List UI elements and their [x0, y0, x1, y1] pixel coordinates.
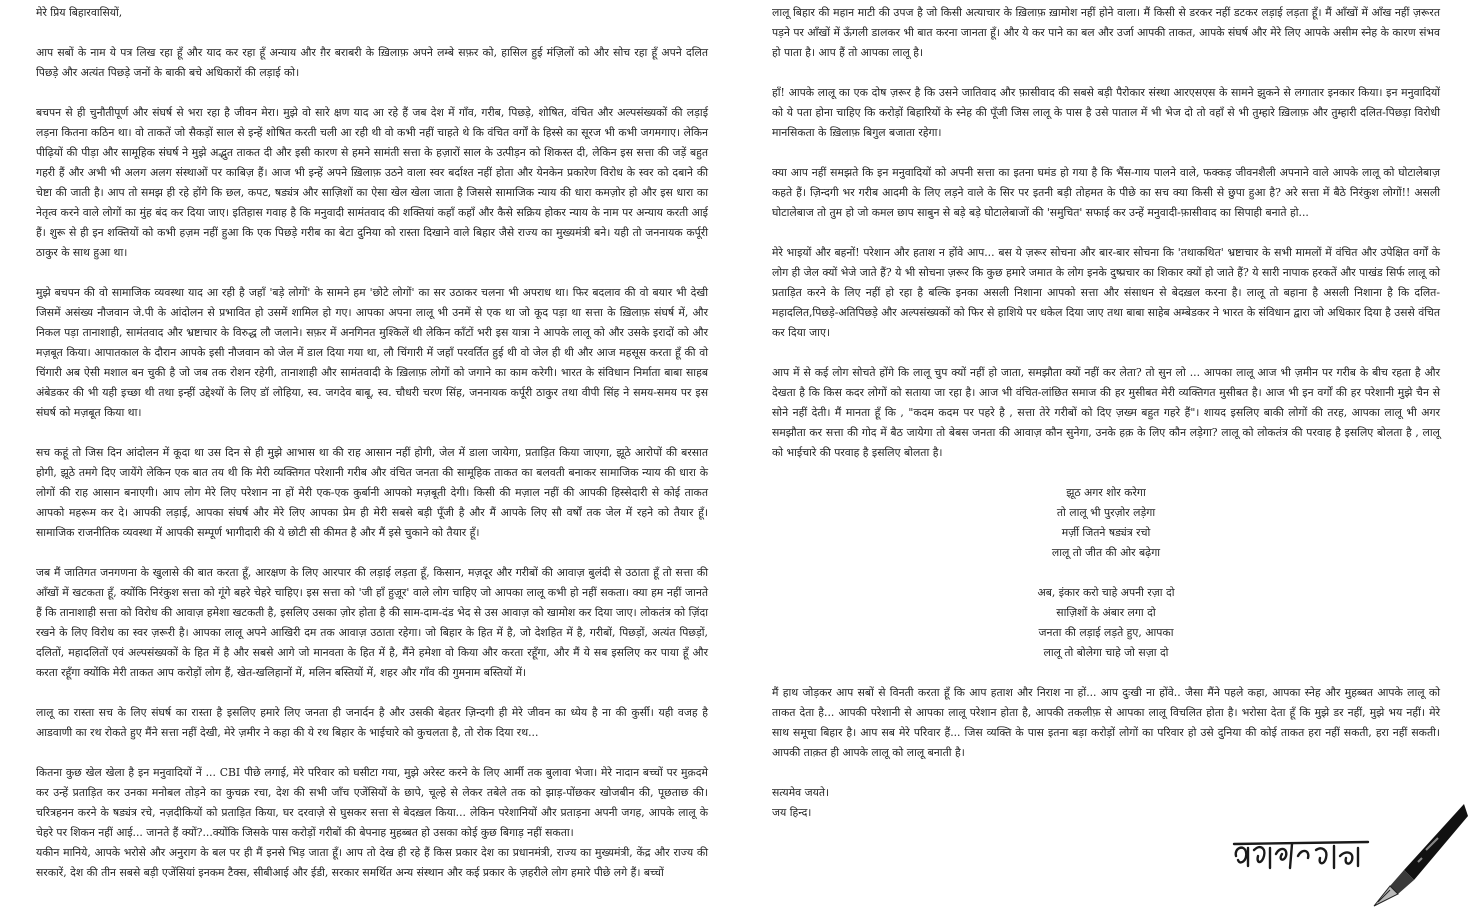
poem-line: झूठ अगर शोर करेगा	[1066, 486, 1146, 499]
paragraph: सच कहूं तो जिस दिन आंदोलन में कूदा था उस दिन से ही मुझे आभास था की राह आसान नहीं होगी, जेल में डाला जायेगा, प्रताड़ित किया जाएगा, झूठे आरोपों की बरसात होगी, झूठे तमगे दिए जायेंगे लेकिन एक बात तय थी कि मेरी व्यक्तिगत परेशानी गरीब और वंचित जनता की सामूहिक ताकत का बलवती बनाकर सामाजिक न्याय की धारा के लोगों की राह आसान बनाएगी। आप लोग मेरे लिए परेशान ना हों मेरी एक-एक कुर्बानी आपको मज़बूती देगी। किसी की मज़ाल नहीं की आपकी हिस्सेदारी से कोई ताकत आपको महरूम कर दे। आपकी लड़ाई, आपका संघर्ष और मेरे लिए आपका प्रेम ही मेरी सबसे बड़ी पूँजी है और मैं आपके लिए सौ वर्षों तक जेल में रहने को तैयार हूँ। सामाजिक राजनीतिक व्यवस्था में आपकी सम्पूर्ण भागीदारी की ये छोटी सी कीमत है और मैं इसे चुकाने को तैयार हूँ।	[36, 446, 708, 539]
poem-stanza-1	[772, 483, 1440, 563]
poem-line: लालू तो जीत की ओर बढ़ेगा	[1051, 546, 1161, 559]
paragraph: आप में से कई लोग सोचते होंगे कि लालू चुप क्यों नहीं हो जाता, समझौता क्यों नहीं कर लेता? तो सुन लो ... आपका लालू आज भी ज़मीन पर गरीब के बीच रहता है और देखता है कि किस कदर लोगों को सताया जा रहा है। आज भी वंचित-लांछित समाज की हर मुसीबत मेरी व्यक्तिगत मुसीबत है। आज भी इन वर्गों की हर परेशानी मुझे चैन से सोने नहीं देती। मैं मानता हूँ कि , "कदम कदम पर पहरे है , सत्ता तेरे गरीबों को दिए ज़ख्म बहुत गहरे हैं"। शायद इसलिए बाकी लोगों की तरह, आपका लालू भी अगर समझौता कर सत्ता की गोद में बैठ जायेगा तो बेबस जनता की आवाज़ कौन सुनेगा, उनके हक़ के लिए कौन लड़ेगा? लालू को लोकतंत्र की परवाह है इसलिए बोलता है , लालू को भाईचारे की परवाह है इसलिए बोलता है।	[772, 366, 1440, 459]
salutation: मेरे प्रिय बिहारवासियों,	[36, 6, 123, 19]
paragraph: बचपन से ही चुनौतीपूर्ण और संघर्ष से भरा रहा है जीवन मेरा। मुझे वो सारे क्षण याद आ रहे हैं जब देश में गाँव, गरीब, पिछड़े, शोषित, वंचित और अल्पसंख्यकों की लड़ाई लड़ना कितना कठिन था। वो ताकतें जो सैकड़ों साल से इन्हें शोषित करती चली आ रही थी वो कभी नहीं चाहते थे कि वंचित वर्गों के हिस्से का सूरज भी कभी जगमगाए। लेकिन पीढ़ियों की पीड़ा और सामूहिक संघर्ष ने मुझे अद्भुत ताकत दी और इसी कारण से हमने सामंती सत्ता के हज़ारों साल के उत्पीड़न को शिकस्त दी, लेकिन इस सत्ता की जड़ें बहुत गहरी हैं और अभी भी अलग अलग संस्थाओं पर काबिज़ हैं। आज भी इन्हें अपने ख़िलाफ़ उठने वाला स्वर बर्दाश्त नहीं होता और येनकेन प्रकारेण विरोध के स्वर को दबाने की चेष्टा की जाती है। आप तो समझ ही रहे होंगे कि छल, कपट, षड्यंत्र और साज़िशों का ऐसा खेल खेला जाता है जिससे सामाजिक न्याय की धारा कमज़ोर हो और इस धारा का नेतृत्व करने वाले लोगों का मुंह बंद कर दिया जाए। इतिहास गवाह है कि मनुवादी सामंतवाद की शक्तियां कहाँ कहाँ और कैसे सक्रिय होकर न्याय के नाम पर अन्याय करती आई हैं। शुरू से ही इन शक्तियों को कभी हज़म नहीं हुआ कि एक पिछड़े गरीब का बेटा दुनिया को रास्ता दिखाने वाले बिहार जैसे राज्य का मुख्यमंत्री बने। यही तो जननायक कर्पूरी ठाकुर के साथ हुआ था।	[36, 106, 708, 259]
paragraph: मुझे बचपन की वो सामाजिक व्यवस्था याद आ रही है जहाँ 'बड़े लोगों' के सामने हम 'छोटे लोगों' का सर उठाकर चलना भी अपराध था। फिर बदलाव की वो बयार भी देखी जिसमें असंख्य नौजवान जे.पी के आंदोलन से प्रभावित हो उसमें शामिल हो गए। आपका अपना लालू भी उनमें से एक था जो कूद पड़ा था सत्ता के ख़िलाफ़ संघर्ष में, और निकल पड़ा तानाशाही, सामंतवाद और भ्रष्टाचार के विरुद्ध लौ जलाने। सफ़र में अनगिनत मुश्किलें थी लेकिन काँटों भरी इस यात्रा ने आपके लालू को और उसके इरादों को और मज़बूत किया। आपातकाल के दौरान आपके इसी नौजवान को जेल में डाल दिया गया था, लौ चिंगारी में जहाँ परवर्तित हुई थी वो जेल ही थी और आज महसूस करता हूँ की वो चिंगारी अब ऐसी मशाल बन चुकी है जो जब तक रोशन रहेगी, तानाशाही और सामंतवादी के ख़िलाफ़ लोगों को जगाने का काम करेगी। भारत के संविधान निर्माता बाबा साहब अंबेडकर की भी यही इच्छा थी तथा इन्हीं उद्देश्यों के लिए डॉ लोहिया, स्व. जगदेव बाबू, स्व. चौधरी चरण सिंह, जननायक कर्पूरी ठाकुर तथा वीपी सिंह ने समय-समय पर इस संघर्ष को मज़बूत किया था।	[36, 286, 708, 419]
poem-line: अब, इंकार करो चाहे अपनी रज़ा दो	[1037, 586, 1175, 599]
poem-line: जनता की लड़ाई लड़ते हुए, आपका	[1038, 626, 1174, 639]
paragraph: जब मैं जातिगत जनगणना के खुलासे की बात करता हूँ, आरक्षण के लिए आरपार की लड़ाई लड़ता हूँ, किसान, मज़दूर और गरीबों की आवाज़ बुलंदी से उठाता हूँ तो सत्ता की आँखों में खटकता हूँ, क्योंकि निरंकुश सत्ता को गूंगे बहरे चेहरे चाहिए। इस सत्ता को 'जी हाँ हुज़ूर' वाले लोग चाहिए जो आपका लालू कभी हो नहीं सकता। क्या हम नहीं जानते हैं कि तानाशाही सत्ता को विरोध की आवाज़ हमेशा खटकती है, इसलिए उसका ज़ोर होता है की साम-दाम-दंड भेद से उस आवाज़ को खामोश कर दिया जाए। लोकतंत्र को ज़िंदा रखने के लिए विरोध का स्वर ज़रूरी है। आपका लालू अपने आखिरी दम तक आवाज़ उठाता रहेगा। जो बिहार के हित में है, जो देशहित में है, गरीबों, पिछड़ों, अत्यंत पिछड़ों, दलितों, महादलितों एवं अल्पसंख्यकों के हित में है और सबसे आगे जो मानवता के हित में है, मैंने हमेशा वो किया और करता रहूँगा, और मैं ये सब इसलिए कर पाया हूँ और करता रहूँगा क्योंकि मेरी ताकत आप करोड़ों लोग हैं, खेत-खलिहानों में, मलिन बस्तियों में, शहर और गाँव की गुमनाम बस्तियों में।	[36, 566, 708, 679]
paragraph: कितना कुछ खेल खेला है इन मनुवादियों नें ... CBI पीछे लगाई, मेरे परिवार को घसीटा गया, मुझे अरेस्ट करने के लिए आर्मी तक बुलावा भेजा। मेरे नादान बच्चों पर मुक़दमे कर उन्हें प्रताड़ित कर उनका मनोबल तोड़ने का कुचक्र रचा, देश की सभी जाँच एजेंसियों के छापे, चूल्हे से लेकर तबेले तक को झाड़-पोंछकर खोजबीन की, पूछताछ की। चरित्रहनन करने के षड्यंत्र रचे, नज़दीकियों को प्रताड़ित किया, घर दरवाज़े से घुसकर सत्ता से बेदख़ल किया... लेकिन परेशानियों और प्रताड़ना अपनी जगह, आपके लालू के चेहरे पर शिकन नहीं आई... जानते हैं क्यों?...क्योंकि जिसके पास करोड़ों गरीबों की बेपनाह मुहब्बत हो उसका कोई कुछ बिगाड़ नहीं सकता।	[36, 766, 708, 839]
signature-strokes	[1234, 842, 1368, 868]
paragraph: क्या आप नहीं समझते कि इन मनुवादियों को अपनी सत्ता का इतना घमंड हो गया है कि भैंस-गाय पालने वाले, फक्कड़ जीवनशैली अपनाने वाले आपके लालू को घोटालेबाज़ कहते हैं। ज़िन्दगी भर गरीब आदमी के लिए लड़ने वाले के सिर पर इतनी बड़ी तोहमत के पीछे का सच क्या किसी से छुपा हुआ है? अरे सत्ता में बैठे निरंकुश लोगों!! असली घोटालेबाज तो तुम हो जो कमल छाप साबुन से बड़े बड़े घोटालेबाजों की 'समुचित' सफाई कर उन्हें मनुवादी-फ़ासीवाद का सिपाही बनाते हो...	[772, 166, 1440, 219]
poem-line: लालू तो बोलेगा चाहे जो सज़ा दो	[1043, 646, 1169, 659]
letter-right-column	[772, 3, 1440, 823]
poem-line: मर्ज़ी जितने षड्यंत्र रचो	[1061, 526, 1151, 539]
handwritten-signature	[1230, 826, 1380, 886]
paragraph: मेरे भाइयों और बहनों! परेशान और हताश न होंवे आप... बस ये ज़रूर सोचना और बार-बार सोचना कि 'तथाकथित' भ्रष्टाचार के सभी मामलों में वंचित और उपेक्षित वर्गों के लोग ही जेल क्यों भेजे जाते हैं? ये भी सोचना ज़रूर कि कुछ हमारे जमात के लोग इनके दुष्प्रचार का शिकार क्यों हो जाते हैं? ये सारी नापाक हरकतें और पाखंड सिर्फ लालू को प्रताड़ित करने के लिए नहीं हो रहा है बल्कि इनका असली निशाना आपको सत्ता और संसाधन से बेदख़ल करना है। लालू तो बहाना है असली निशाना है कि दलित-महादलित,पिछड़े-अतिपिछड़े और अल्पसंख्यकों को फिर से हाशिये पर धकेल दिया जाए तथा बाबा साहेब अम्बेडकर ने भारत के संविधान द्वारा जो अधिकार दिया है उससे वंचित कर दिया जाए।	[772, 246, 1440, 339]
paragraph: हाँ! आपके लालू का एक दोष ज़रूर है कि उसने जातिवाद और फ़ासीवाद की सबसे बड़ी पैरोकार संस्था आरएसएस के सामने झुकने से लगातार इनकार किया। इन मनुवादियों को ये पता होना चाहिए कि करोड़ों बिहारियों के स्नेह की पूँजी जिस लालू के पास है उसे पाताल में भी भेज दो तो वहाँ से भी तुम्हारे ख़िलाफ़ और तुम्हारी दलित-पिछड़ा विरोधी मानसिकता के ख़िलाफ़ बिगुल बजाता रहेगा।	[772, 86, 1440, 139]
paragraph: लालू का रास्ता सच के लिए संघर्ष का रास्ता है इसलिए हमारे लिए जनता ही जनार्दन है और उसकी बेहतर ज़िन्दगी ही मेरे जीवन का ध्येय है ना की कुर्सी। यही वजह है आडवाणी का रथ रोकते हुए मैंने सत्ता नहीं देखी, मेरे ज़मीर ने कहा की ये रथ बिहार के भाईचारे को कुचलता है, तो रोक दिया रथ...	[36, 706, 708, 739]
fountain-pen-icon	[1368, 800, 1468, 910]
paragraph: आप सबों के नाम ये पत्र लिख रहा हूँ और याद कर रहा हूँ अन्याय और ग़ैर बराबरी के ख़िलाफ़ अपने लम्बे सफ़र को, हासिल हुई मंज़िलों को और सोच रहा हूँ अपने दलित पिछड़े और अत्यंत पिछड़े जनों के बाकी बचे अधिकारों की लड़ाई को।	[36, 46, 708, 79]
sign-off-line: सत्यमेव जयते।	[772, 786, 830, 799]
paragraph: यकीन मानिये, आपके भरोसे और अनुराग के बल पर ही मैं इनसे भिड़ जाता हूँ। आप तो देख ही रहे हैं किस प्रकार देश का प्रधानमंत्री, राज्य का मुख्यमंत्री, केंद्र और राज्य की सरकारें, देश की तीन सबसे बड़ी एजेंसियां इनकम टैक्स, सीबीआई और ईडी, सरकार समर्थित अन्य संस्थान और कई प्रकार के ज़हरीले लोग हमारे पीछे लगे हैं। बच्चों	[36, 846, 708, 879]
letter-left-column	[36, 3, 708, 883]
sign-off-line: जय हिन्द।	[772, 806, 812, 819]
paragraph: लालू बिहार की महान माटी की उपज है जो किसी अत्याचार के ख़िलाफ़ ख़ामोश नहीं होने वाला। मैं किसी से डरकर नहीं डटकर लड़ाई लड़ता हूँ। मैं आँखों में आँख नहीं ज़रूरत पड़ने पर आँखों में ऊँगली डालकर भी बात करना जानता हूँ। और ये कर पाने का बल और उर्जा आपकी ताकत, आपके संघर्ष और मेरे लिए आपके असीम स्नेह के कारण संभव हो पाता है। आप हैं तो आपका लालू है।	[772, 6, 1440, 59]
pen-body	[1374, 804, 1468, 906]
poem-stanza-2	[772, 583, 1440, 663]
poem-line: तो लालू भी पुरज़ोर लड़ेगा	[1056, 506, 1156, 519]
closing-paragraph: मैं हाथ जोड़कर आप सबों से विनती करता हूँ कि आप हताश और निराश ना हों... आप दुःखी ना होंवे.. जैसा मैंने पहले कहा, आपका स्नेह और मुहब्बत आपके लालू को ताकत देता है... आपकी परेशानी से आपका लालू परेशान होता है, आपकी तकलीफ़ से आपका लालू विचलित होता है। भरोसा देता हूँ कि मुझे डर नहीं, मुझे भय नहीं। मेरे साथ समूचा बिहार है। आप सब मेरे परिवार हैं... जिस व्यक्ति के पास इतना बड़ा करोड़ों लोगों का परिवार हो उसे दुनिया की कोई ताकत हरा नहीं सकती, हरा नहीं सकती। आपकी ताक़त ही आपके लालू को लालू बनाती है।	[772, 686, 1440, 759]
poem-line: साज़िशों के अंबार लगा दो	[1056, 606, 1156, 619]
